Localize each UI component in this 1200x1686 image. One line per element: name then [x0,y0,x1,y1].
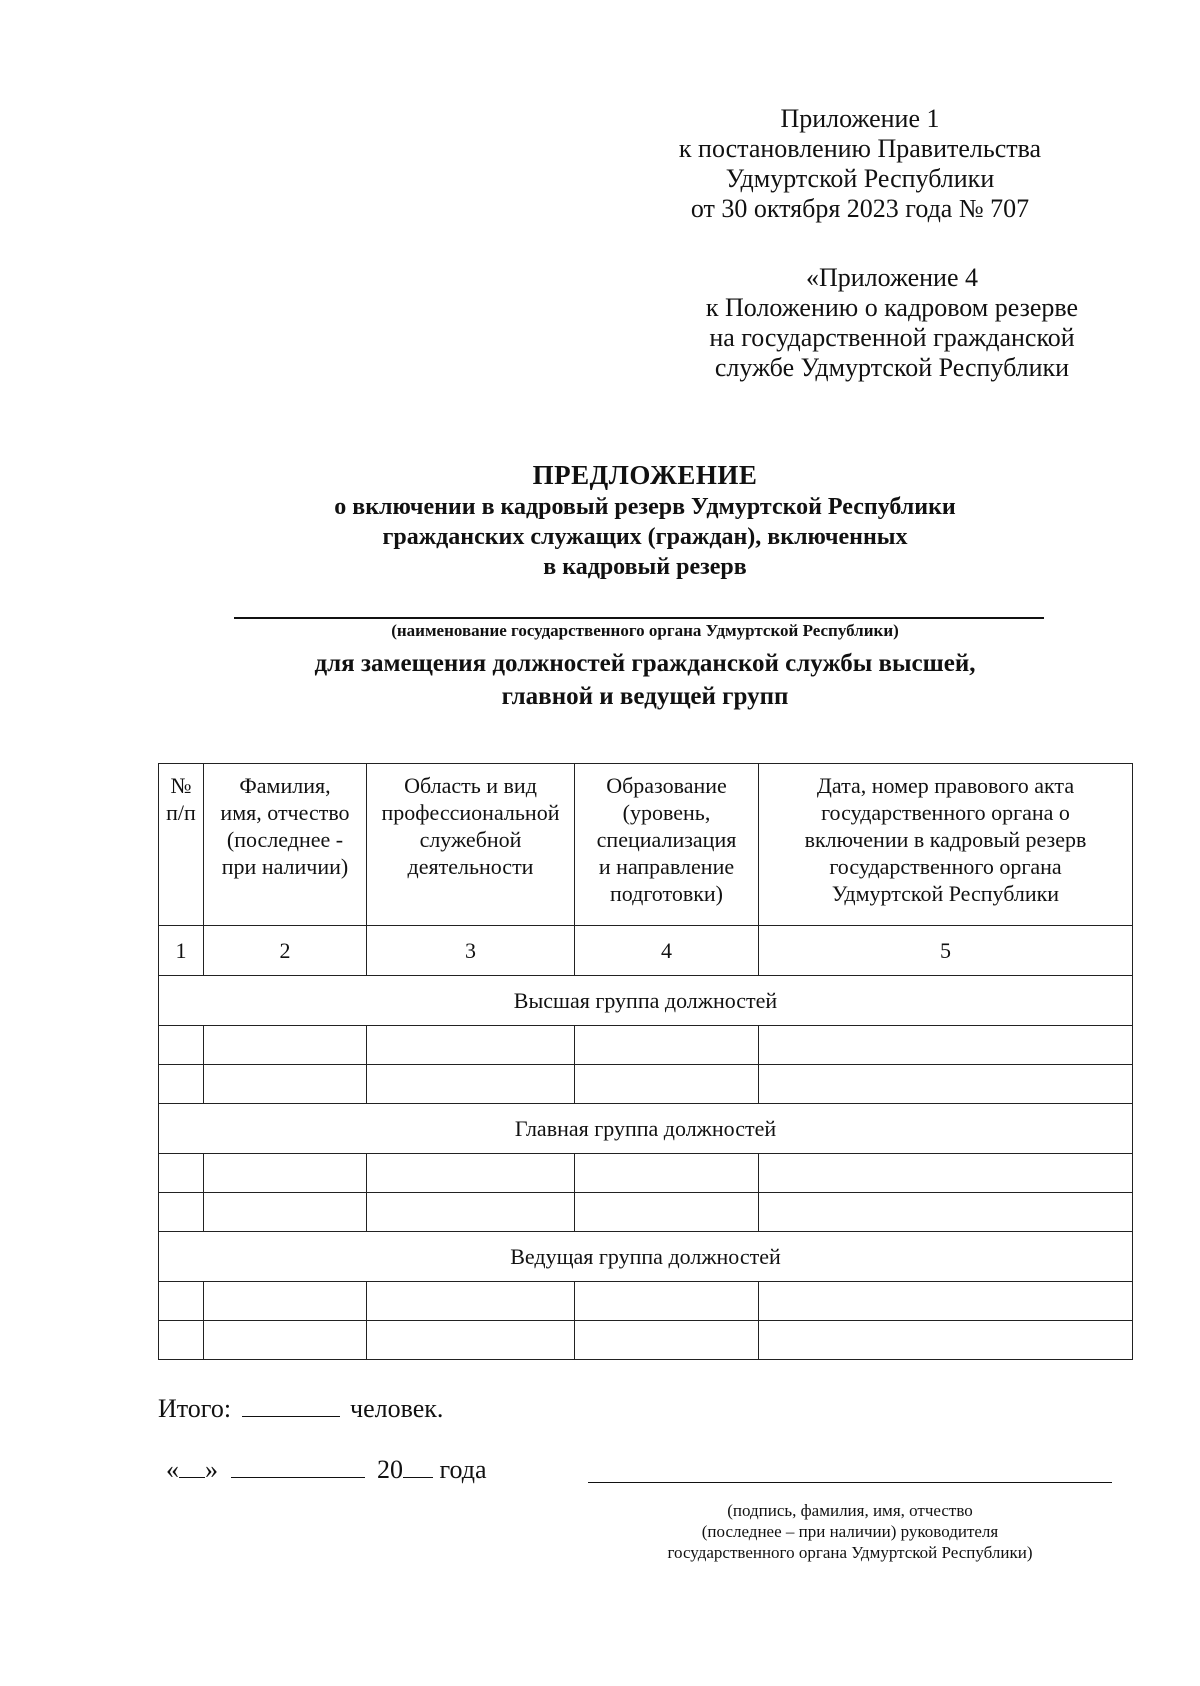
appendix-4-line: «Приложение 4 [805,263,979,292]
empty-cell[interactable] [159,1154,204,1193]
empty-cell[interactable] [204,1282,367,1321]
empty-cell[interactable] [575,1282,759,1321]
title-for-line: для замещения должностей гражданской службы высшей, [314,650,976,677]
table-row [159,1026,1133,1065]
table-row [159,1321,1133,1360]
table-row [159,1193,1133,1232]
document-title [150,458,1140,582]
appendix-4-header [672,263,1112,383]
title-main: ПРЕДЛОЖЕНИЕ [532,460,758,490]
column-number: 4 [575,926,759,976]
empty-cell[interactable] [759,1026,1133,1065]
empty-cell[interactable] [204,1154,367,1193]
column-number: 5 [759,926,1133,976]
group-label: Главная группа должностей [159,1104,1133,1154]
total-blank[interactable] [242,1392,340,1417]
header-cell-full-name: Фамилия, имя, отчество (последнее - при наличии) [204,764,367,926]
group-label: Высшая группа должностей [159,976,1133,1026]
header-cell-number: № п/п [159,764,204,926]
empty-cell[interactable] [367,1026,575,1065]
empty-cell[interactable] [575,1026,759,1065]
header-cell-legal-act: Дата, номер правового акта государственного органа о включении в кадровый резерв государственного органа Удмуртской Республики [759,764,1133,926]
appendix-1-header [640,104,1080,224]
empty-cell[interactable] [759,1321,1133,1360]
empty-cell[interactable] [159,1321,204,1360]
empty-cell[interactable] [759,1282,1133,1321]
appendix-4-line: на государственной гражданской [709,323,1075,352]
table-row [159,1282,1133,1321]
appendix-4-line: службе Удмуртской Республики [714,353,1070,382]
date-quote-open: « [166,1455,179,1484]
appendix-4-line: к Положению о кадровом резерве [705,293,1079,322]
empty-cell[interactable] [204,1065,367,1104]
org-name-caption: (наименование государственного органа Удмуртской Республики) [391,621,899,640]
day-blank[interactable] [179,1453,205,1478]
empty-cell[interactable] [367,1193,575,1232]
appendix-1-line: к постановлению Правительства [678,134,1042,163]
signature-caption-line: (подпись, фамилия, имя, отчество [727,1501,973,1520]
signature-caption [588,1500,1112,1563]
empty-cell[interactable] [575,1193,759,1232]
group-row-highest [159,976,1133,1026]
title-sub-line: гражданских служащих (граждан), включенных [382,524,908,550]
appendix-1-line: Приложение 1 [780,104,940,133]
empty-cell[interactable] [575,1154,759,1193]
empty-cell[interactable] [159,1026,204,1065]
title-sub-line: о включении в кадровый резерв Удмуртской Республики [334,494,956,520]
month-blank[interactable] [231,1453,365,1478]
column-number-row [159,926,1133,976]
empty-cell[interactable] [759,1154,1133,1193]
empty-cell[interactable] [204,1193,367,1232]
appendix-1-line: Удмуртской Республики [725,164,995,193]
table-header-row [159,764,1133,926]
group-label: Ведущая группа должностей [159,1232,1133,1282]
header-cell-education: Образование (уровень, специализация и направление подготовки) [575,764,759,926]
year-blank[interactable] [403,1453,433,1478]
signature-line[interactable] [588,1482,1112,1483]
header-cell-activity: Область и вид профессиональной служебной деятельности [367,764,575,926]
empty-cell[interactable] [204,1026,367,1065]
title-sub-line: в кадровый резерв [543,554,747,580]
empty-cell[interactable] [159,1193,204,1232]
empty-cell[interactable] [159,1282,204,1321]
empty-cell[interactable] [575,1065,759,1104]
title-for-line: главной и ведущей групп [501,683,789,710]
table-row [159,1154,1133,1193]
signature-caption-line: (последнее – при наличии) руководителя [701,1522,999,1541]
group-row-leading [159,1232,1133,1282]
org-name-blank-line [234,617,1044,619]
total-line [158,1392,443,1424]
group-row-main [159,1104,1133,1154]
empty-cell[interactable] [367,1154,575,1193]
column-number: 1 [159,926,204,976]
empty-cell[interactable] [367,1321,575,1360]
total-label: Итого: [158,1394,232,1423]
empty-cell[interactable] [575,1321,759,1360]
empty-cell[interactable] [759,1193,1133,1232]
date-quote-close: » [205,1455,218,1484]
column-number: 2 [204,926,367,976]
empty-cell[interactable] [159,1065,204,1104]
empty-cell[interactable] [204,1321,367,1360]
total-unit: человек. [350,1394,444,1423]
appendix-1-line: от 30 октября 2023 года № 707 [690,194,1030,223]
column-number: 3 [367,926,575,976]
signature-caption-line: государственного органа Удмуртской Республики) [667,1543,1033,1562]
year-prefix: 20 [377,1455,403,1484]
year-suffix: года [439,1455,487,1484]
date-line [166,1453,487,1485]
title-for-positions [150,647,1140,713]
empty-cell[interactable] [367,1065,575,1104]
empty-cell[interactable] [759,1065,1133,1104]
table-row [159,1065,1133,1104]
empty-cell[interactable] [367,1282,575,1321]
reserve-table [158,763,1133,1360]
